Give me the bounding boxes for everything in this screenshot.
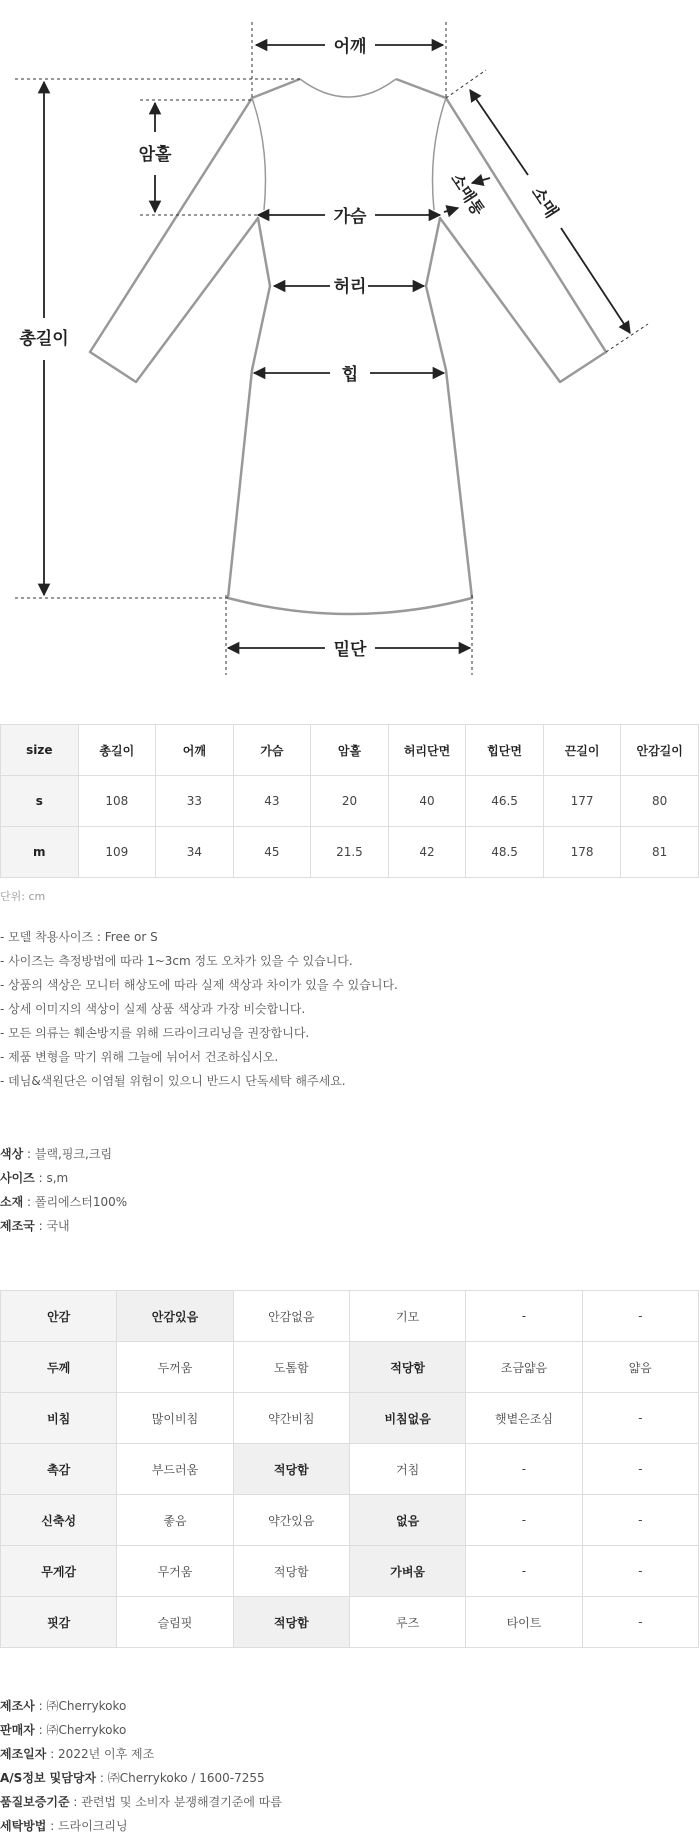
table-row xyxy=(1,1495,699,1546)
table-row xyxy=(1,1342,699,1393)
info-label: 제조국 xyxy=(0,1219,35,1233)
attribute-option-cell: 두꺼움 xyxy=(117,1342,233,1393)
size-value-cell: 33 xyxy=(156,776,234,827)
info-label: 제조사 xyxy=(0,1699,35,1713)
attribute-label-cell: 두께 xyxy=(1,1342,117,1393)
info-value: : 블랙,핑크,크림 xyxy=(23,1147,113,1161)
attribute-option-cell: 약간있음 xyxy=(233,1495,349,1546)
attribute-label-cell: 무게감 xyxy=(1,1546,117,1597)
size-value-cell: 20 xyxy=(311,776,389,827)
info-item xyxy=(0,1718,282,1742)
size-value-cell: 80 xyxy=(621,776,699,827)
attribute-option-cell: - xyxy=(466,1546,582,1597)
hip-label: 힙 xyxy=(341,365,359,385)
size-header-cell: 허리단면 xyxy=(388,725,466,776)
attribute-option-selected: 적당함 xyxy=(349,1342,465,1393)
info-label: 색상 xyxy=(0,1147,24,1161)
size-header-cell: 어깨 xyxy=(156,725,234,776)
info-label: 품질보증기준 xyxy=(0,1795,70,1809)
note-item: - 모델 착용사이즈 : Free or S xyxy=(0,930,158,944)
attribute-option-cell: - xyxy=(466,1495,582,1546)
size-header-cell: 안감길이 xyxy=(621,725,699,776)
table-row xyxy=(1,1393,699,1444)
size-value-cell: 178 xyxy=(543,827,621,878)
size-header-cell: 가슴 xyxy=(233,725,311,776)
attribute-label-cell: 핏감 xyxy=(1,1597,117,1648)
table-row xyxy=(1,1597,699,1648)
size-header-cell: 끈길이 xyxy=(543,725,621,776)
attribute-option-selected: 적당함 xyxy=(233,1597,349,1648)
attribute-option-cell: 기모 xyxy=(349,1291,465,1342)
info-label: 제조일자 xyxy=(0,1747,47,1761)
info-item xyxy=(0,1214,127,1238)
attribute-option-cell: 부드러움 xyxy=(117,1444,233,1495)
size-table xyxy=(0,724,699,878)
attribute-option-cell: 안감없음 xyxy=(233,1291,349,1342)
size-value-cell: 46.5 xyxy=(466,776,544,827)
note-item: - 상품의 색상은 모니터 해상도에 따라 실제 색상과 차이가 있을 수 있습니다. xyxy=(0,978,398,992)
product-info-list xyxy=(0,1142,127,1238)
info-item xyxy=(0,1766,282,1790)
attribute-option-cell: 약간비침 xyxy=(233,1393,349,1444)
attribute-option-cell: - xyxy=(582,1444,698,1495)
waist-label: 허리 xyxy=(333,277,367,297)
shoulder-label: 어깨 xyxy=(333,37,367,57)
attribute-option-cell: - xyxy=(582,1291,698,1342)
table-row xyxy=(1,1546,699,1597)
info-label: A/S정보 및담당자 xyxy=(0,1771,97,1785)
size-value-cell: 43 xyxy=(233,776,311,827)
guide-lines xyxy=(15,22,648,675)
measurement-arrows xyxy=(44,45,630,648)
maker-info-list xyxy=(0,1694,282,1838)
table-row xyxy=(1,827,699,878)
unit-note: 단위: cm xyxy=(0,890,46,903)
info-value: : 폴리에스터100% xyxy=(23,1195,128,1209)
info-value: : 드라이크리닝 xyxy=(46,1819,128,1833)
attribute-option-cell: 슬림핏 xyxy=(117,1597,233,1648)
sleeve-label: 소매 xyxy=(526,183,562,222)
size-header-cell: size xyxy=(1,725,79,776)
attribute-option-selected: 안감있음 xyxy=(117,1291,233,1342)
table-row xyxy=(1,1291,699,1342)
attribute-option-cell: - xyxy=(582,1393,698,1444)
attribute-option-cell: 조금얇음 xyxy=(466,1342,582,1393)
info-label: 판매자 xyxy=(0,1723,35,1737)
attribute-option-cell: 적당함 xyxy=(233,1546,349,1597)
note-item: - 사이즈는 측정방법에 따라 1~3cm 정도 오차가 있을 수 있습니다. xyxy=(0,954,353,968)
size-header-cell: 암홀 xyxy=(311,725,389,776)
size-value-cell: 34 xyxy=(156,827,234,878)
attribute-option-selected: 적당함 xyxy=(233,1444,349,1495)
size-value-cell: 81 xyxy=(621,827,699,878)
note-item: - 데님&색원단은 이염될 위험이 있으니 반드시 단독세탁 해주세요. xyxy=(0,1074,346,1088)
info-item xyxy=(0,1814,282,1838)
note-item: - 제품 변형을 막기 위해 그늘에 뉘어서 건조하십시오. xyxy=(0,1050,279,1064)
info-value: : 관련법 및 소비자 분쟁해결기준에 따름 xyxy=(69,1795,282,1809)
attribute-label-cell: 안감 xyxy=(1,1291,117,1342)
attribute-label-cell: 신축성 xyxy=(1,1495,117,1546)
info-item xyxy=(0,1166,127,1190)
attribute-option-cell: 루즈 xyxy=(349,1597,465,1648)
note-item: - 모든 의류는 훼손방지를 위해 드라이크리닝을 권장합니다. xyxy=(0,1026,310,1040)
attribute-option-selected: 가벼움 xyxy=(349,1546,465,1597)
total-length-label: 총길이 xyxy=(19,329,69,349)
hem-label: 밑단 xyxy=(333,640,367,660)
size-header-cell: 총길이 xyxy=(78,725,156,776)
attribute-label-cell: 비침 xyxy=(1,1393,117,1444)
attribute-option-cell: 얇음 xyxy=(582,1342,698,1393)
attribute-option-cell: 거침 xyxy=(349,1444,465,1495)
table-row xyxy=(1,776,699,827)
attribute-option-cell: - xyxy=(582,1546,698,1597)
info-value: : ㈜Cherrykoko / 1600-7255 xyxy=(96,1771,265,1785)
armhole-label: 암홀 xyxy=(138,145,172,165)
size-value-cell: 48.5 xyxy=(466,827,544,878)
attribute-option-cell: - xyxy=(466,1444,582,1495)
attribute-option-cell: 좋음 xyxy=(117,1495,233,1546)
size-name-cell: s xyxy=(1,776,79,827)
note-item: - 상세 이미지의 색상이 실제 상품 색상과 가장 비슷합니다. xyxy=(0,1002,306,1016)
size-table-header-row xyxy=(1,725,699,776)
attribute-option-cell: - xyxy=(466,1291,582,1342)
info-item xyxy=(0,1142,127,1166)
attribute-label-cell: 촉감 xyxy=(1,1444,117,1495)
sleeve-width-label: 소매통 xyxy=(446,169,489,219)
size-value-cell: 42 xyxy=(388,827,466,878)
size-header-cell: 힙단면 xyxy=(466,725,544,776)
info-item xyxy=(0,1694,282,1718)
info-item xyxy=(0,1190,127,1214)
size-name-cell: m xyxy=(1,827,79,878)
size-value-cell: 177 xyxy=(543,776,621,827)
size-value-cell: 21.5 xyxy=(311,827,389,878)
size-value-cell: 109 xyxy=(78,827,156,878)
attribute-option-cell: 무거움 xyxy=(117,1546,233,1597)
attribute-option-cell: - xyxy=(582,1597,698,1648)
info-value: : s,m xyxy=(34,1171,69,1185)
size-value-cell: 45 xyxy=(233,827,311,878)
size-value-cell: 108 xyxy=(78,776,156,827)
fabric-attribute-table xyxy=(0,1290,699,1648)
info-value: : 국내 xyxy=(34,1219,70,1233)
attribute-option-cell: 많이비침 xyxy=(117,1393,233,1444)
size-diagram xyxy=(0,0,700,690)
info-item xyxy=(0,1742,282,1766)
info-value: : 2022년 이후 제조 xyxy=(46,1747,155,1761)
table-row xyxy=(1,1444,699,1495)
chest-label: 가슴 xyxy=(333,207,367,227)
info-value: : ㈜Cherrykoko xyxy=(34,1723,127,1737)
info-value: : ㈜Cherrykoko xyxy=(34,1699,127,1713)
attribute-option-cell: - xyxy=(582,1495,698,1546)
attribute-option-selected: 없음 xyxy=(349,1495,465,1546)
info-label: 소재 xyxy=(0,1195,24,1209)
attribute-option-selected: 비침없음 xyxy=(349,1393,465,1444)
info-label: 사이즈 xyxy=(0,1171,35,1185)
care-notes-list xyxy=(0,925,398,1093)
attribute-option-cell: 햇볕은조심 xyxy=(466,1393,582,1444)
size-value-cell: 40 xyxy=(388,776,466,827)
info-label: 세탁방법 xyxy=(0,1819,47,1833)
attribute-option-cell: 도톰함 xyxy=(233,1342,349,1393)
info-item xyxy=(0,1790,282,1814)
attribute-option-cell: 타이트 xyxy=(466,1597,582,1648)
